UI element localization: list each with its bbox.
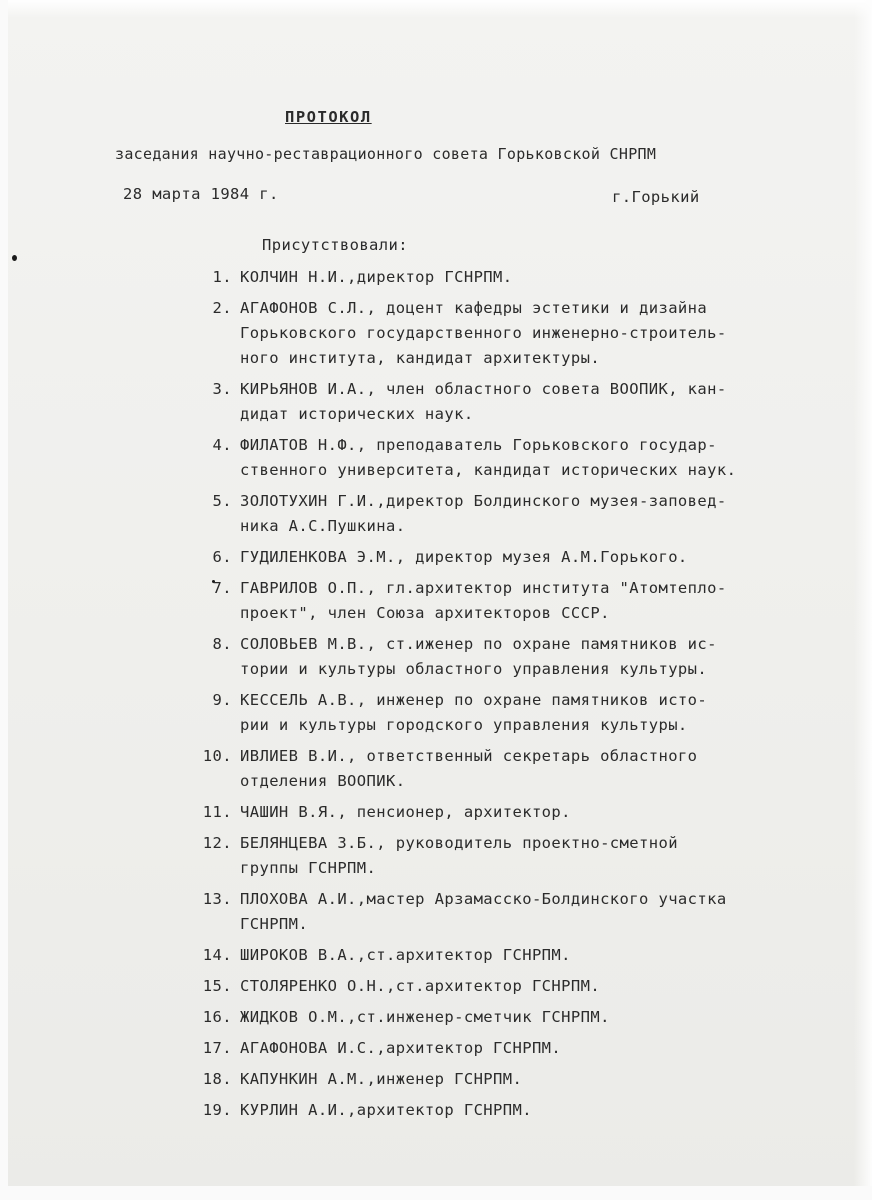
item-number: 12. [202, 834, 232, 852]
item-number: 1. [212, 268, 232, 286]
ink-speck [12, 255, 17, 261]
item-text-line: ЧАШИН В.Я., пенсионер, архитектор. [240, 803, 571, 821]
present-heading: Присутствовали: [262, 236, 408, 254]
item-text-line: ФИЛАТОВ Н.Ф., преподаватель Горьковского государ- [240, 436, 717, 454]
item-text-line: рии и культуры городского управления культуры. [240, 716, 688, 734]
list-item [192, 1098, 832, 1123]
item-text [240, 489, 832, 539]
paper-edge-top [0, 0, 872, 18]
list-item [192, 1036, 832, 1061]
item-text-line: КИРЬЯНОВ И.А., член областного совета ВООПИК, кан- [240, 380, 727, 398]
attendee-list [192, 265, 832, 1129]
item-text-line: ИВЛИЕВ В.И., ответственный секретарь областного [240, 747, 698, 765]
list-item [192, 831, 832, 881]
item-number: 19. [202, 1101, 232, 1119]
item-text-line: ственного университета, кандидат исторических наук. [240, 461, 737, 479]
item-text [240, 744, 832, 794]
list-item [192, 489, 832, 539]
item-number: 9. [212, 691, 232, 709]
item-text [240, 1036, 832, 1061]
item-text [240, 377, 832, 427]
document-title: ПРОТОКОЛ [285, 108, 372, 126]
item-text [240, 265, 832, 290]
item-number: 10. [202, 747, 232, 765]
item-number: 14. [202, 946, 232, 964]
item-text-line: ЖИДКОВ О.М.,ст.инженер-сметчик ГСНРПМ. [240, 1008, 610, 1026]
list-item [192, 1067, 832, 1092]
item-number: 8. [212, 635, 232, 653]
item-number: 16. [202, 1008, 232, 1026]
item-text-line: проект", член Союза архитекторов СССР. [240, 604, 610, 622]
item-number: 18. [202, 1070, 232, 1088]
item-text-line: ПЛОХОВА А.И.,мастер Арзамасско-Болдинского участка [240, 890, 727, 908]
item-text-line: ника А.С.Пушкина. [240, 517, 406, 535]
item-text-line: группы ГСНРПМ. [240, 859, 377, 877]
document-date: 28 марта 1984 г. [123, 185, 279, 203]
item-number: 4. [212, 436, 232, 454]
item-number: 13. [202, 890, 232, 908]
item-number: 3. [212, 380, 232, 398]
item-text-line: ГАВРИЛОВ О.П., гл.архитектор института "Атомтепло- [240, 579, 727, 597]
item-text [240, 943, 832, 968]
list-item [192, 800, 832, 825]
item-text [240, 296, 832, 371]
item-text [240, 1067, 832, 1092]
item-text-line: КЕССЕЛЬ А.В., инженер по охране памятников исто- [240, 691, 708, 709]
item-text-line: отделения ВООПИК. [240, 772, 406, 790]
item-number: 2. [212, 299, 232, 317]
item-text-line: дидат исторических наук. [240, 405, 474, 423]
list-item [192, 377, 832, 427]
item-text-line: ГУДИЛЕНКОВА Э.М., директор музея А.М.Горького. [240, 548, 688, 566]
list-item [192, 576, 832, 626]
item-number: 6. [212, 548, 232, 566]
item-text [240, 433, 832, 483]
list-item [192, 545, 832, 570]
item-text [240, 887, 832, 937]
item-text-line: ного института, кандидат архитектуры. [240, 349, 601, 367]
item-number: 5. [212, 492, 232, 510]
list-item [192, 688, 832, 738]
item-text-line: ЗОЛОТУХИН Г.И.,директор Болдинского музея-заповед- [240, 492, 727, 510]
item-text [240, 576, 832, 626]
item-text [240, 1098, 832, 1123]
item-number: 7. [212, 579, 232, 597]
item-text-line: АГАФОНОВ С.Л., доцент кафедры эстетики и дизайна [240, 299, 708, 317]
item-text-line: СТОЛЯРЕНКО О.Н.,ст.архитектор ГСНРПМ. [240, 977, 601, 995]
item-text-line: КУРЛИН А.И.,архитектор ГСНРПМ. [240, 1101, 532, 1119]
list-item [192, 296, 832, 371]
item-text [240, 800, 832, 825]
item-text [240, 974, 832, 999]
list-item [192, 887, 832, 937]
item-text-line: КАПУНКИН А.М.,инженер ГСНРПМ. [240, 1070, 523, 1088]
list-item [192, 265, 832, 290]
item-text [240, 688, 832, 738]
item-text-line: БЕЛЯНЦЕВА З.Б., руководитель проектно-сметной [240, 834, 678, 852]
document-city: г.Горький [612, 188, 700, 206]
item-text [240, 831, 832, 881]
item-text-line: Горьковского государственного инженерно-строитель- [240, 324, 727, 342]
item-text [240, 545, 832, 570]
list-item [192, 632, 832, 682]
item-text-line: ГСНРПМ. [240, 915, 309, 933]
item-text [240, 632, 832, 682]
item-number: 15. [202, 977, 232, 995]
list-item [192, 943, 832, 968]
list-item [192, 1005, 832, 1030]
document-subtitle: заседания научно-реставрационного совета Горьковской СНРПМ [115, 145, 657, 163]
item-text-line: АГАФОНОВА И.С.,архитектор ГСНРПМ. [240, 1039, 562, 1057]
item-text-line: тории и культуры областного управления культуры. [240, 660, 708, 678]
item-text-line: СОЛОВЬЕВ М.В., ст.иженер по охране памятников ис- [240, 635, 717, 653]
list-item [192, 433, 832, 483]
item-number: 11. [202, 803, 232, 821]
item-text [240, 1005, 832, 1030]
list-item [192, 974, 832, 999]
item-number: 17. [202, 1039, 232, 1057]
item-text-line: ШИРОКОВ В.А.,ст.архитектор ГСНРПМ. [240, 946, 571, 964]
list-item [192, 744, 832, 794]
item-text-line: КОЛЧИН Н.И.,директор ГСНРПМ. [240, 268, 513, 286]
paper-edge-left [0, 0, 8, 1200]
paper-edge-bottom [0, 1186, 872, 1200]
paper-edge-right [854, 0, 872, 1200]
